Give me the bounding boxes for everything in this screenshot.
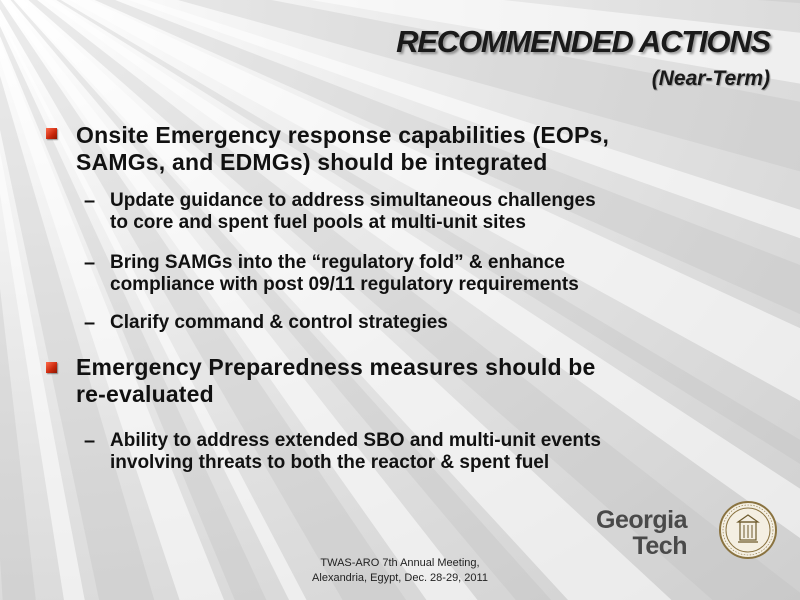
bullet-1-icon: [46, 128, 57, 139]
sub-1-2-line-2: compliance with post 09/11 regulatory requirements: [110, 274, 579, 295]
bullet-1-text: [76, 122, 609, 176]
sub-1-2-line-1: Bring SAMGs into the “regulatory fold” & enhance: [110, 252, 565, 273]
dash-1-3: –: [84, 312, 96, 334]
footer: [270, 556, 530, 586]
sub-1-3: [110, 312, 448, 334]
dash-1-1: –: [84, 190, 96, 212]
sub-2-1: [110, 430, 601, 474]
sub-1-1: [110, 190, 596, 234]
footer-line-1: TWAS-ARO 7th Annual Meeting,: [320, 557, 480, 569]
bullet-2-line-2: re-evaluated: [76, 381, 214, 407]
sub-1-2: [110, 252, 579, 296]
logo-word-georgia: Georgia: [596, 506, 687, 534]
footer-line-2: Alexandria, Egypt, Dec. 28-29, 2011: [312, 572, 488, 584]
sub-1-3-line-1: Clarify command & control strategies: [110, 312, 448, 333]
sub-2-1-line-1: Ability to address extended SBO and multi-unit events: [110, 430, 601, 451]
sub-1-1-line-1: Update guidance to address simultaneous challenges: [110, 190, 596, 211]
bullet-2-line-1: Emergency Preparedness measures should be: [76, 354, 596, 380]
slide-title: RECOMMENDED ACTIONS: [396, 24, 770, 59]
dash-1-2: –: [84, 252, 96, 274]
georgia-tech-seal-icon: [718, 500, 778, 560]
sub-2-1-line-2: involving threats to both the reactor & spent fuel: [110, 452, 550, 473]
bullet-1-line-1: Onsite Emergency response capabilities (EOPs,: [76, 122, 610, 148]
slide-subtitle: (Near-Term): [651, 67, 770, 90]
logo-word-tech: Tech: [632, 532, 687, 560]
bullet-2-text: [76, 354, 596, 408]
bullet-1-line-2: SAMGs, and EDMGs) should be integrated: [76, 149, 548, 175]
bullet-2-icon: [46, 362, 57, 373]
dash-2-1: –: [84, 430, 96, 452]
sub-1-1-line-2: to core and spent fuel pools at multi-unit sites: [110, 212, 526, 233]
georgia-tech-logo: [596, 507, 687, 559]
